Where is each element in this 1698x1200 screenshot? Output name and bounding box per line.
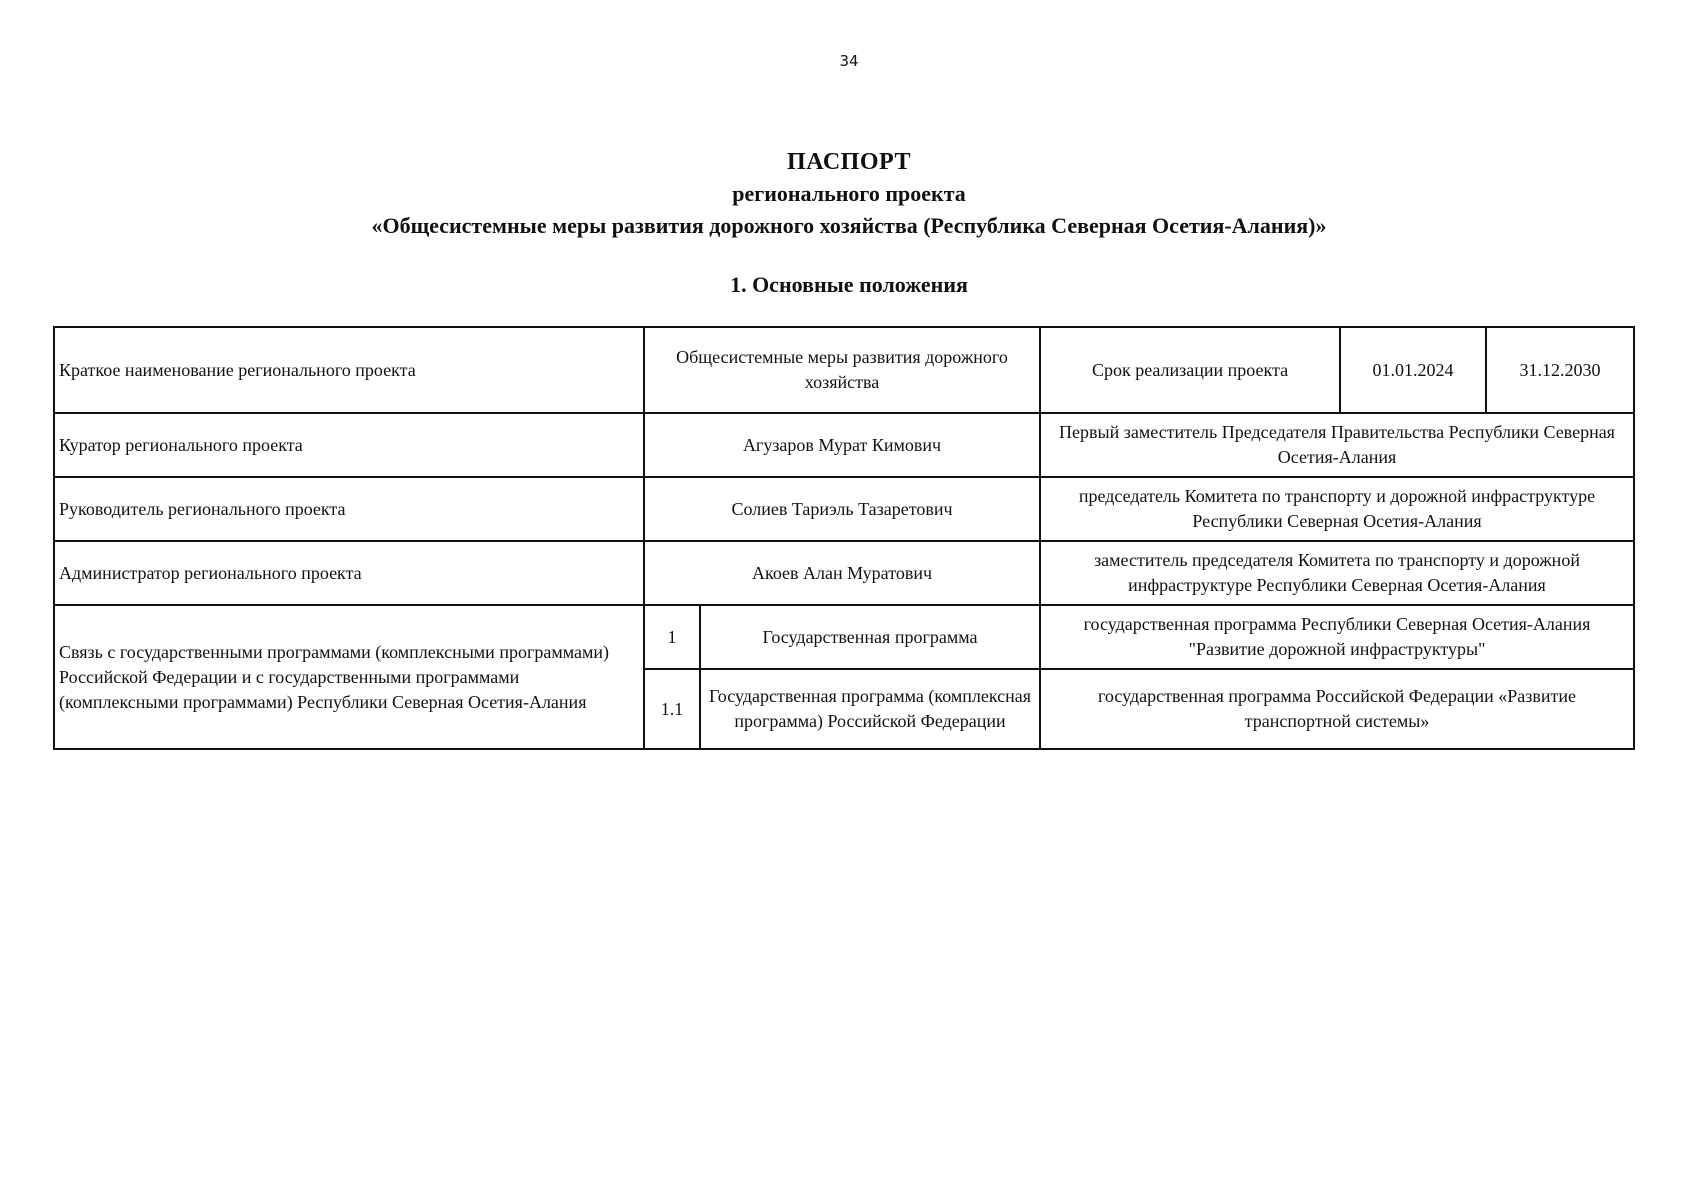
- program-name: государственная программа Республики Северная Осетия-Алания "Развитие дорожной инфраструктуры": [1040, 605, 1634, 669]
- table-row-program-1: [54, 605, 1634, 669]
- title-main: ПАСПОРТ: [787, 149, 911, 175]
- program-type: Государственная программа: [700, 605, 1040, 669]
- administrator-name: Акоев Алан Муратович: [644, 541, 1040, 605]
- curator-label: Куратор регионального проекта: [54, 413, 644, 477]
- short-name-value: Общесистемные меры развития дорожного хозяйства: [644, 327, 1040, 413]
- table-row-short-name: [54, 327, 1634, 413]
- title-line-2: регионального проекта: [732, 181, 966, 206]
- end-date: 31.12.2030: [1486, 327, 1634, 413]
- table-row-curator: [54, 413, 1634, 477]
- section-heading: 1. Основные положения: [730, 272, 968, 297]
- programs-label: Связь с государственными программами (комплексными программами) Российской Федерации и с государственными программами (комплексными программами) Республики Северная Осетия-Алания: [54, 605, 644, 749]
- term-label: Срок реализации проекта: [1040, 327, 1340, 413]
- curator-position: Первый заместитель Председателя Правительства Республики Северная Осетия-Алания: [1040, 413, 1634, 477]
- program-num: 1.1: [644, 669, 700, 749]
- document-title: [0, 146, 1698, 242]
- title-line-3: «Общесистемные меры развития дорожного хозяйства (Республика Северная Осетия-Алания)»: [371, 213, 1327, 238]
- table-row-head: [54, 477, 1634, 541]
- head-label: Руководитель регионального проекта: [54, 477, 644, 541]
- page-number: 34: [839, 52, 859, 70]
- curator-name: Агузаров Мурат Кимович: [644, 413, 1040, 477]
- head-name: Солиев Тариэль Тазаретович: [644, 477, 1040, 541]
- head-position: председатель Комитета по транспорту и дорожной инфраструктуре Республики Северная Осетия-Алания: [1040, 477, 1634, 541]
- administrator-position: заместитель председателя Комитета по транспорту и дорожной инфраструктуре Республики Северная Осетия-Алания: [1040, 541, 1634, 605]
- program-name: государственная программа Российской Федерации «Развитие транспортной системы»: [1040, 669, 1634, 749]
- administrator-label: Администратор регионального проекта: [54, 541, 644, 605]
- start-date: 01.01.2024: [1340, 327, 1486, 413]
- program-num: 1: [644, 605, 700, 669]
- table-row-administrator: [54, 541, 1634, 605]
- short-name-label: Краткое наименование регионального проекта: [54, 327, 644, 413]
- passport-table: [53, 326, 1635, 750]
- program-type: Государственная программа (комплексная программа) Российской Федерации: [700, 669, 1040, 749]
